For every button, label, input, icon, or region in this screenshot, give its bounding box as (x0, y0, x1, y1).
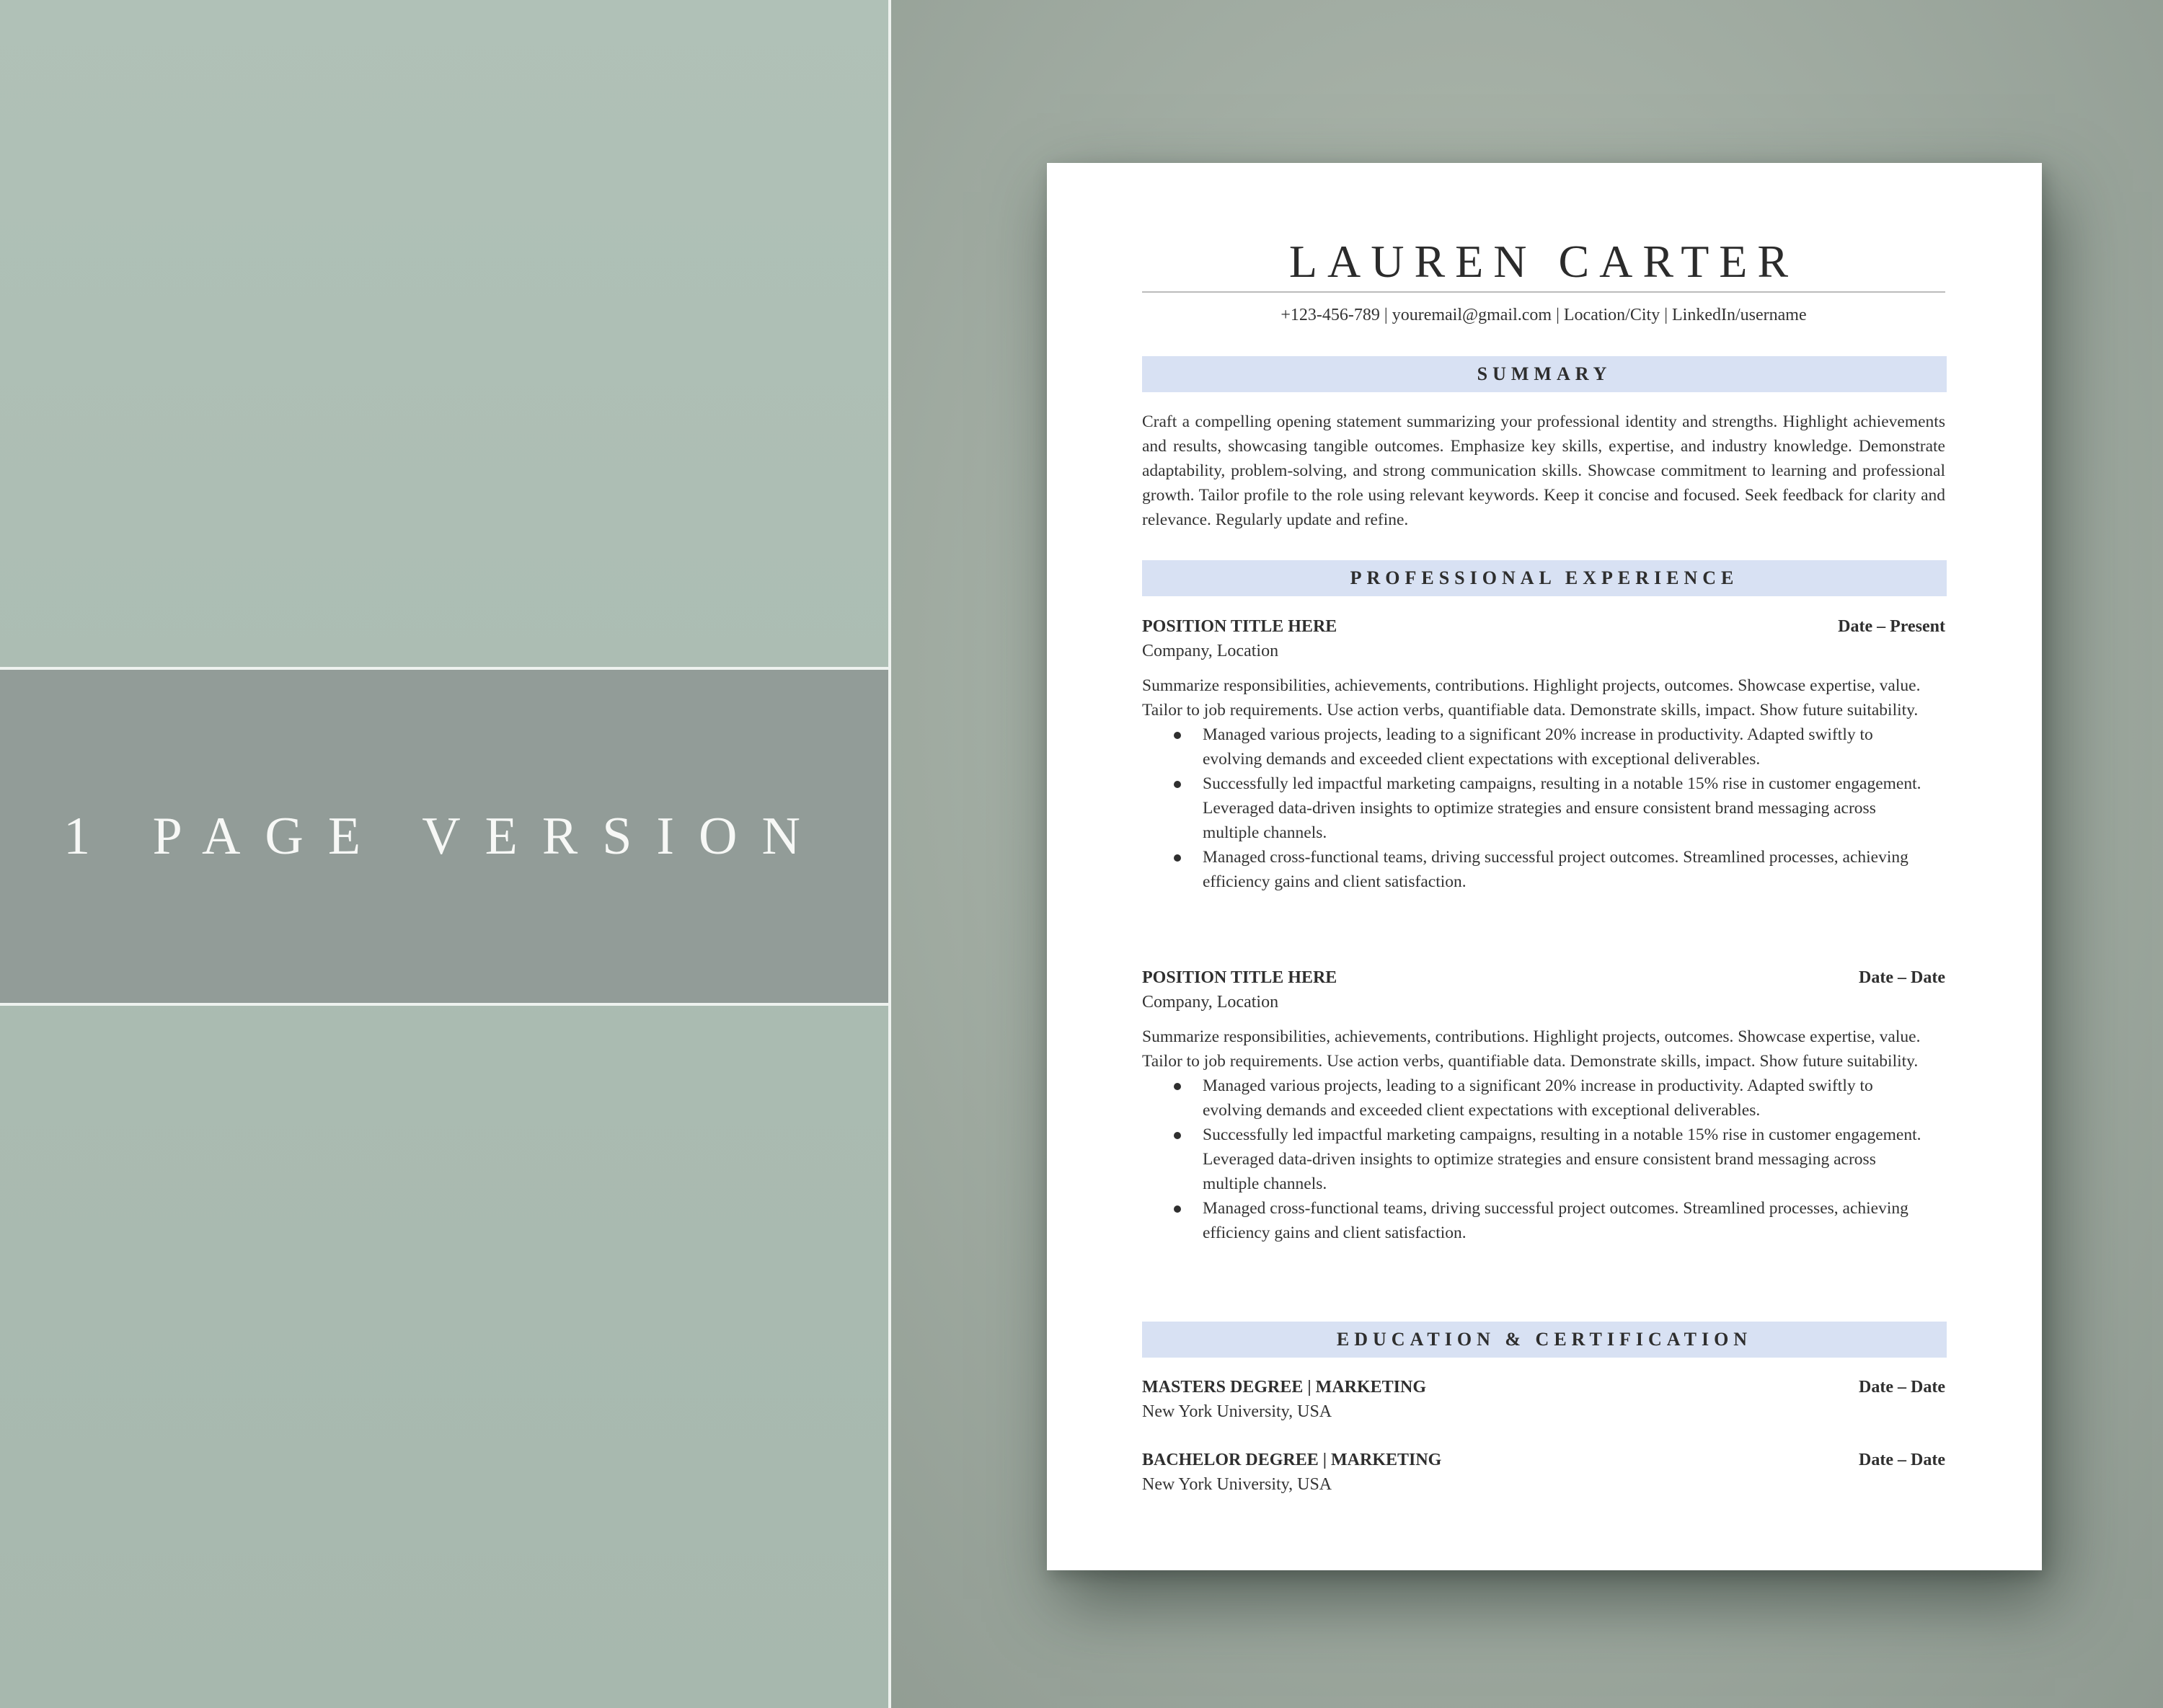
list-item (1171, 1123, 1935, 1196)
version-banner (0, 667, 888, 1006)
bullet-text: Managed various projects, leading to a significant 20% increase in productivity. Adapted swiftly to evolving demands and exceeded client expectations with exceptional deliverables. (1203, 725, 1873, 769)
job-description: Summarize responsibilities, achievements, contributions. Highlight projects, outcomes. Showcase expertise, value. Tailor to job requirements. Use action verbs, quantifiable data. Demonstrate skills, impact. Show future suitability. (1142, 676, 1921, 720)
school-name: New York University, USA (1142, 1402, 1332, 1421)
bullet-text: Managed various projects, leading to a significant 20% increase in productivity. Adapted swiftly to evolving demands and exceeded client expectations with exceptional deliverables. (1203, 1076, 1873, 1120)
bullet-icon (1174, 1132, 1181, 1139)
degree-title: BACHELOR DEGREE | MARKETING (1142, 1451, 1442, 1469)
bullet-text: Successfully led impactful marketing campaigns, resulting in a notable 15% rise in customer engagement. Leveraged data-driven insights to optimize strategies and ensure consistent brand messaging across multiple channels. (1203, 774, 1921, 842)
education-header (1142, 1451, 1945, 1470)
bullet-icon (1174, 781, 1181, 788)
job-title: POSITION TITLE HERE (1142, 617, 1337, 636)
version-label: 1 PAGE VERSION (63, 806, 825, 866)
list-item (1171, 1196, 1935, 1245)
resume-page (1047, 163, 2042, 1570)
list-item (1171, 722, 1935, 771)
bullet-text: Successfully led impactful marketing campaigns, resulting in a notable 15% rise in customer engagement. Leveraged data-driven insights to optimize strategies and ensure consistent brand messaging across multiple channels. (1203, 1125, 1921, 1193)
left-top-area (0, 0, 888, 665)
job-title: POSITION TITLE HERE (1142, 968, 1337, 987)
bullet-icon (1174, 854, 1181, 862)
section-education: EDUCATION & CERTIFICATION (1142, 1322, 1947, 1358)
job-date: Date – Present (1838, 617, 1945, 636)
bullet-icon (1174, 1205, 1181, 1213)
list-item (1171, 845, 1935, 894)
list-item (1171, 1074, 1935, 1123)
education-header (1142, 1378, 1945, 1397)
job-header (1142, 617, 1945, 637)
name-divider (1142, 291, 1945, 293)
bullet-icon (1174, 732, 1181, 739)
job-header (1142, 968, 1945, 988)
job-company: Company, Location (1142, 642, 1279, 660)
bullet-text: Managed cross-functional teams, driving successful project outcomes. Streamlined processes, achieving efficiency gains and client satisfaction. (1203, 1199, 1908, 1242)
job-date: Date – Date (1859, 968, 1945, 987)
summary-text: Craft a compelling opening statement summarizing your professional identity and strengths. Highlight achievements and results, showcasing tangible outcomes. Emphasize key skills, expertise, and industry knowledge. Demonstrate adaptability, problem-solving, and strong communication skills. Showcase commitment to learning and professional growth. Tailor profile to the role using relevant keywords. Keep it concise and focused. Seek feedback for clarity and relevance. Regularly update and refine. (1142, 412, 1945, 529)
bullet-text: Managed cross-functional teams, driving successful project outcomes. Streamlined processes, achieving efficiency gains and client satisfaction. (1203, 848, 1908, 891)
left-panel (0, 0, 888, 1708)
job-bullets (1171, 722, 1935, 894)
section-experience: PROFESSIONAL EXPERIENCE (1142, 560, 1947, 596)
school-name: New York University, USA (1142, 1475, 1332, 1494)
degree-title: MASTERS DEGREE | MARKETING (1142, 1378, 1427, 1397)
bullet-icon (1174, 1083, 1181, 1090)
preview-panel (891, 0, 2163, 1708)
degree-date: Date – Date (1859, 1378, 1945, 1397)
section-summary: SUMMARY (1142, 356, 1947, 392)
job-description: Summarize responsibilities, achievements, contributions. Highlight projects, outcomes. Showcase expertise, value. Tailor to job requirements. Use action verbs, quantifiable data. Demonstrate skills, impact. Show future suitability. (1142, 1027, 1921, 1071)
resume-name: LAUREN CARTER (1288, 236, 1799, 287)
job-company: Company, Location (1142, 993, 1279, 1012)
list-item (1171, 771, 1935, 845)
contact-line: +123-456-789 | youremail@gmail.com | Location/City | LinkedIn/username (1280, 306, 1807, 324)
job-bullets (1171, 1074, 1935, 1245)
degree-date: Date – Date (1859, 1451, 1945, 1469)
